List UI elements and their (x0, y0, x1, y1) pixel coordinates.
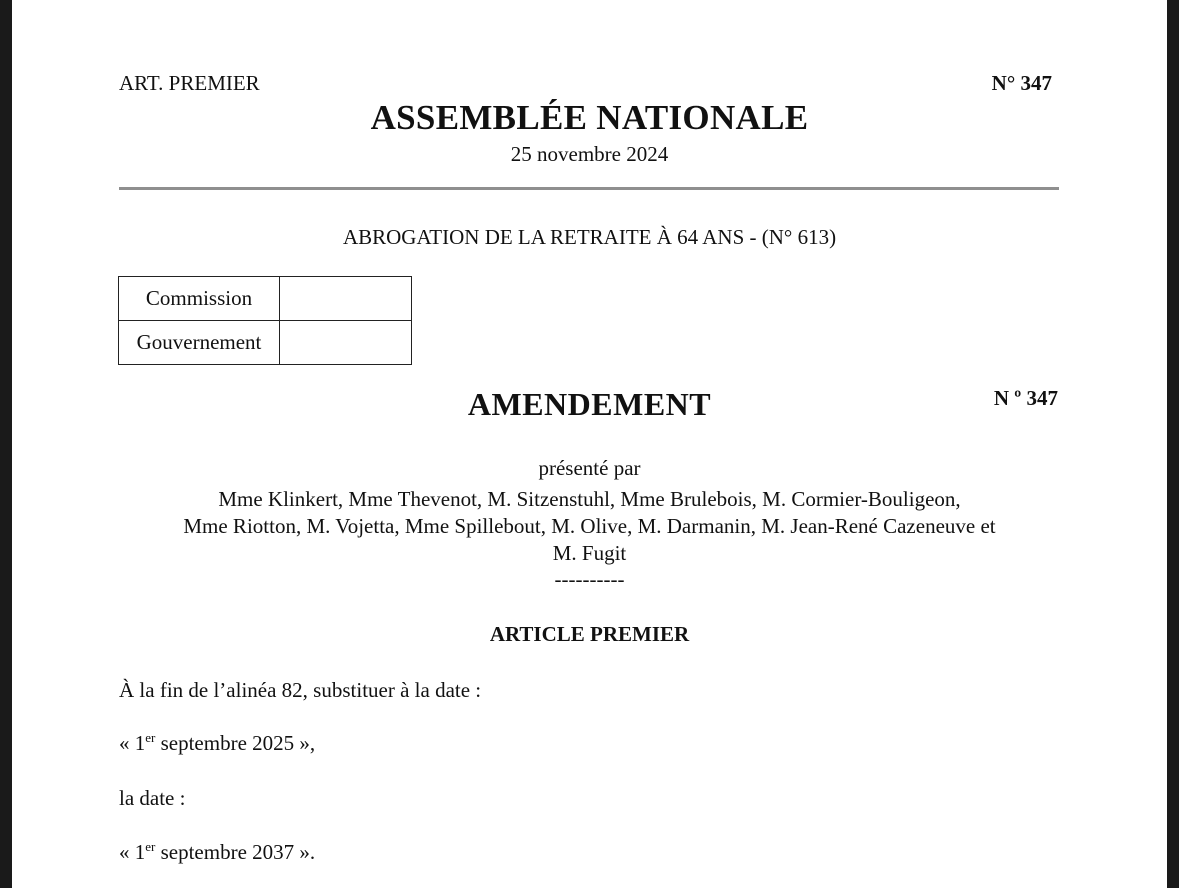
ordinal-suffix: er (145, 839, 156, 854)
quote-prefix: « 1 (119, 731, 146, 755)
assembly-title: ASSEMBLÉE NATIONALE (370, 98, 809, 137)
status-label-gouvernement: Gouvernement (119, 321, 280, 365)
ordinal-suffix: er (145, 730, 156, 745)
article-text-line (119, 731, 315, 756)
article-text-line (119, 840, 315, 865)
status-value-gouvernement (280, 321, 412, 365)
authors-line: Mme Klinkert, Mme Thevenot, M. Sitzenstuhl, Mme Brulebois, M. Cormier-Bouligeon, (218, 487, 961, 511)
table-row (119, 321, 412, 365)
document-page (12, 0, 1167, 888)
article-heading: ARTICLE PREMIER (489, 622, 690, 646)
article-text-line: la date : (119, 786, 186, 810)
document-date: 25 novembre 2024 (510, 142, 669, 166)
table-row (119, 277, 412, 321)
header-divider (119, 187, 1059, 190)
status-label-commission: Commission (119, 277, 280, 321)
separator-dashes: ---------- (554, 567, 625, 591)
quote-suffix: septembre 2037 ». (155, 840, 316, 864)
article-text-line: À la fin de l’alinéa 82, substituer à la date : (119, 678, 482, 702)
amendment-number: N º 347 (993, 386, 1058, 410)
presented-by: présenté par (538, 456, 641, 480)
status-value-commission (280, 277, 412, 321)
status-table (118, 276, 412, 365)
quote-suffix: septembre 2025 », (155, 731, 316, 755)
quote-prefix: « 1 (119, 840, 146, 864)
article-reference: ART. PREMIER (119, 71, 260, 95)
bill-subject: ABROGATION DE LA RETRAITE À 64 ANS - (N° 613) (342, 225, 837, 249)
authors-line: M. Fugit (552, 541, 627, 565)
amendment-number-header: N° 347 (991, 71, 1052, 95)
amendment-title: AMENDEMENT (467, 386, 712, 422)
authors-list (12, 486, 1167, 567)
authors-line: Mme Riotton, M. Vojetta, Mme Spillebout, M. Olive, M. Darmanin, M. Jean-René Cazeneuve et (183, 514, 996, 538)
